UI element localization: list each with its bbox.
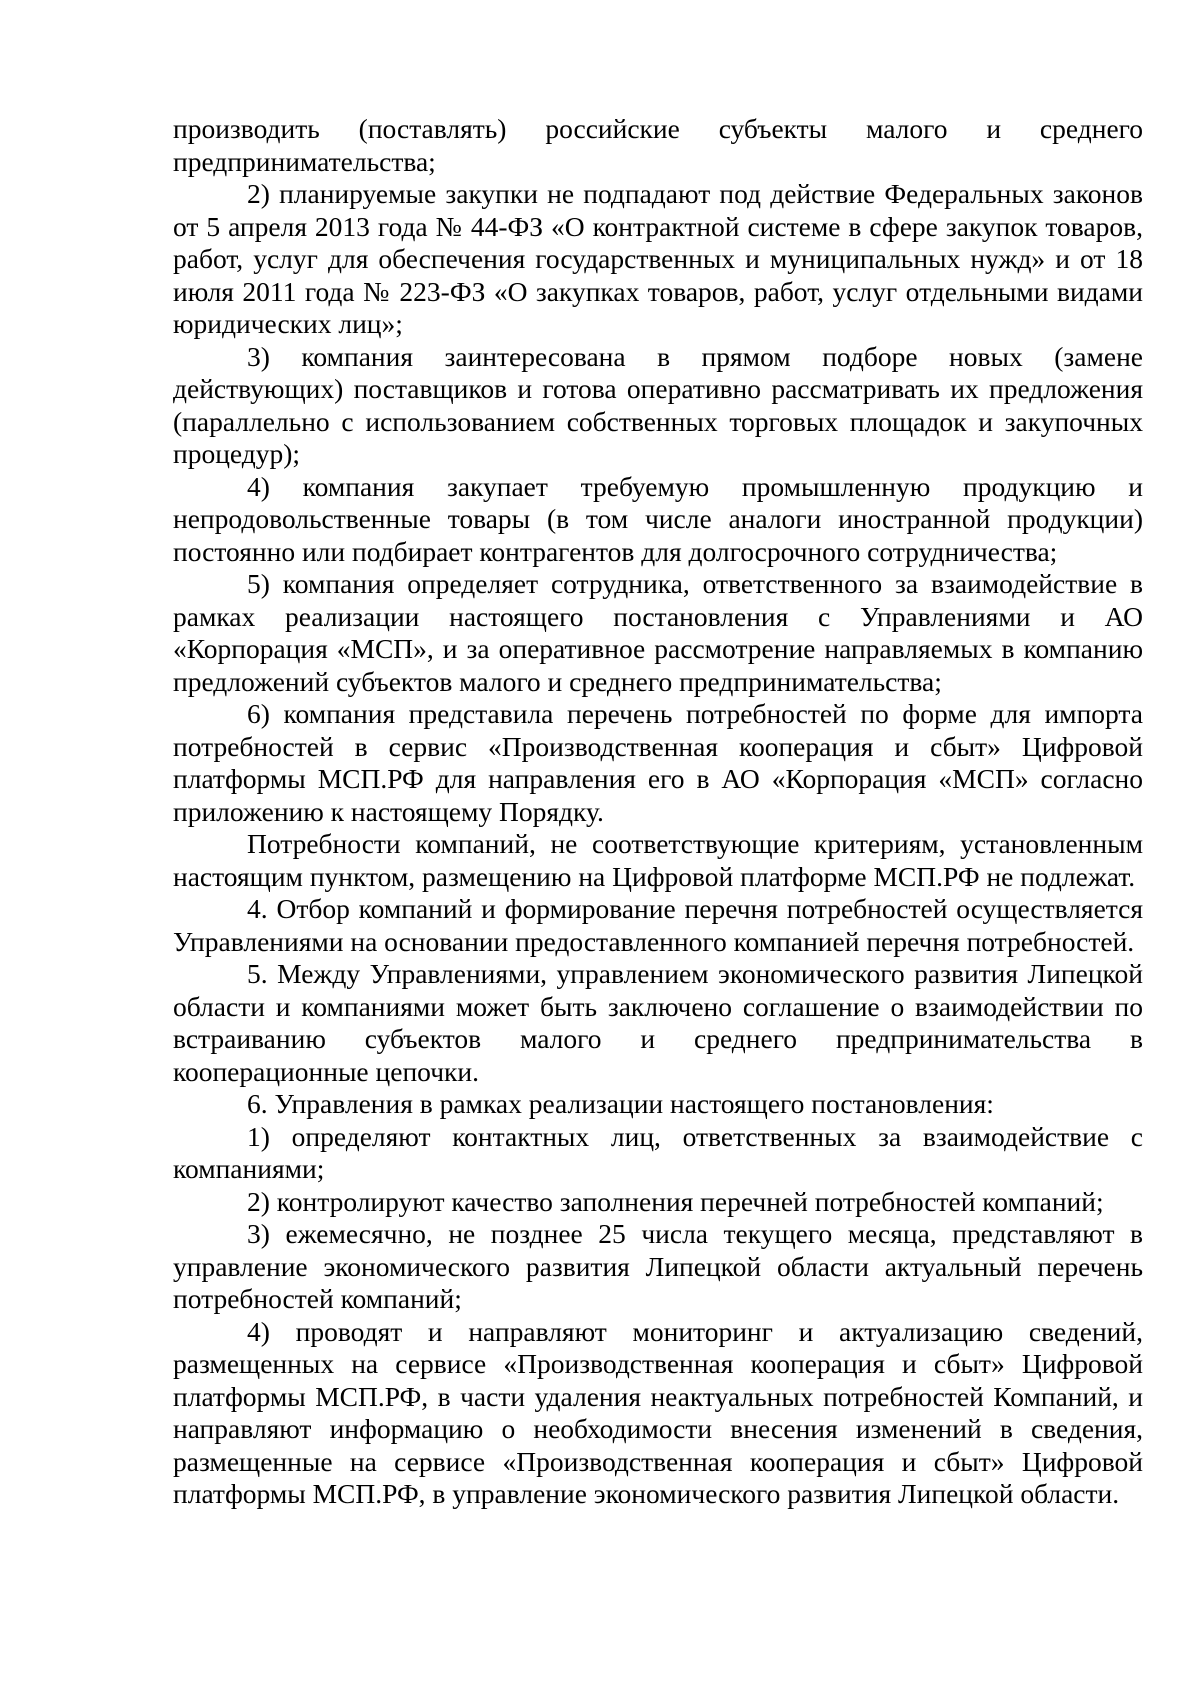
paragraph-continuation: производить (поставлять) российские субъекты малого и среднего предпринимательства;: [173, 113, 1143, 177]
paragraph-section-5: 5. Между Управлениями, управлением экономического развития Липецкой области и компаниями может быть заключено соглашение о взаимодействии по встраиванию субъектов малого и среднего предпринимательства в кооперационные цепочки.: [173, 958, 1143, 1087]
paragraph-note: Потребности компаний, не соответствующие критериям, установленным настоящим пунктом, размещению на Цифровой платформе МСП.РФ не подлежат.: [173, 828, 1143, 892]
paragraph-item-5: 5) компания определяет сотрудника, ответственного за взаимодействие в рамках реализации настоящего постановления с Управлениями и АО «Корпорация «МСП», и за оперативное рассмотрение направляемых в компанию предложений субъектов малого и среднего предпринимательства;: [173, 568, 1143, 697]
paragraph-subitem-4: 4) проводят и направляют мониторинг и актуализацию сведений, размещенных на сервисе «Производственная кооперация и сбыт» Цифровой платформы МСП.РФ, в части удаления неактуальных потребностей Компаний, и направляют информацию о необходимости внесения изменений в сведения, размещенные на сервисе «Производственная кооперация и сбыт» Цифровой платформы МСП.РФ, в управление экономического развития Липецкой области.: [173, 1315, 1143, 1509]
document-body: [173, 113, 1143, 1511]
paragraph-subitem-1: 1) определяют контактных лиц, ответственных за взаимодействие с компаниями;: [173, 1120, 1143, 1184]
paragraph-subitem-3: 3) ежемесячно, не позднее 25 числа текущего месяца, представляют в управление экономического развития Липецкой области актуальный перечень потребностей компаний;: [173, 1218, 1143, 1314]
paragraph-item-3: 3) компания заинтересована в прямом подборе новых (замене действующих) поставщиков и готова оперативно рассматривать их предложения (параллельно с использованием собственных торговых площадок и закупочных процедур);: [173, 340, 1143, 469]
paragraph-item-6: 6) компания представила перечень потребностей по форме для импорта потребностей в сервис «Производственная кооперация и сбыт» Цифровой платформы МСП.РФ для направления его в АО «Корпорация «МСП» согласно приложению к настоящему Порядку.: [173, 698, 1143, 827]
paragraph-section-6: 6. Управления в рамках реализации настоящего постановления:: [247, 1088, 994, 1119]
paragraph-item-2: 2) планируемые закупки не подпадают под действие Федеральных законов от 5 апреля 2013 года № 44-ФЗ «О контрактной системе в сфере закупок товаров, работ, услуг для обеспечения государственных и муниципальных нужд» и от 18 июля 2011 года № 223-ФЗ «О закупках товаров, работ, услуг отдельными видами юридических лиц»;: [173, 178, 1143, 339]
paragraph-subitem-2: 2) контролируют качество заполнения перечней потребностей компаний;: [247, 1185, 1104, 1217]
paragraph-section-4: 4. Отбор компаний и формирование перечня потребностей осуществляется Управлениями на основании предоставленного компанией перечня потребностей.: [173, 893, 1143, 957]
paragraph-item-4: 4) компания закупает требуемую промышленную продукцию и непродовольственные товары (в том числе аналоги иностранной продукции) постоянно или подбирает контрагентов для долгосрочного сотрудничества;: [173, 470, 1143, 567]
